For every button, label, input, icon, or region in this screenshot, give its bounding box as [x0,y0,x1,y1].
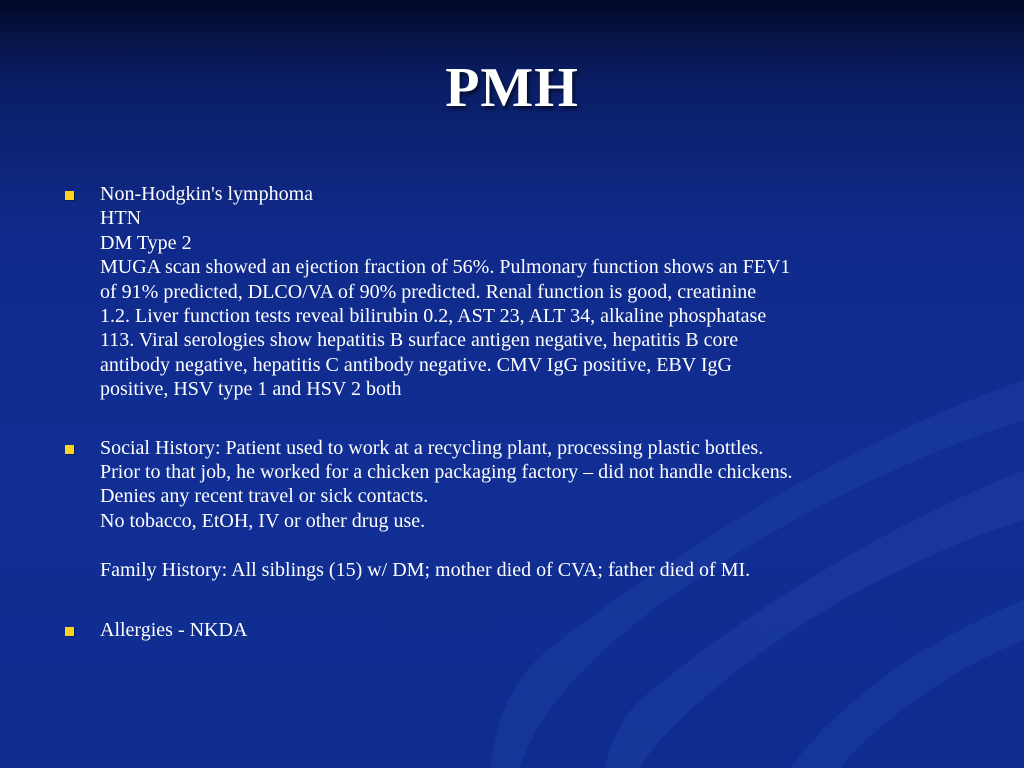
bullet-text-line: Prior to that job, he worked for a chicken packaging factory – did not handle chickens. [100,461,793,484]
bullet-text-line: Denies any recent travel or sick contacts. [100,485,429,508]
bullet-text-line: antibody negative, hepatitis C antibody negative. CMV IgG positive, EBV IgG [100,353,732,376]
bullet-text-line: positive, HSV type 1 and HSV 2 both [100,378,402,401]
bullet-text-line: HTN [100,207,142,230]
bullet-text-line: Family History: All siblings (15) w/ DM; mother died of CVA; father died of MI. [100,558,751,581]
slide-title: PMH [445,57,579,119]
bullet-text-line: Social History: Patient used to work at a recycling plant, processing plastic bottles. [100,436,764,459]
bullet-text-line: 1.2. Liver function tests reveal bilirubin 0.2, AST 23, ALT 34, alkaline phosphatase [100,305,767,328]
bullet-item-allergies [60,618,970,642]
square-bullet-icon [65,191,74,200]
bullet-text-line: MUGA scan showed an ejection fraction of 56%. Pulmonary function shows an FEV1 [100,256,791,279]
bullet-item-pmh [60,182,970,402]
square-bullet-icon [65,627,74,636]
bullet-text-line: Non-Hodgkin's lymphoma [100,183,314,205]
bullet-item-social-history [60,436,970,582]
bullet-text-line: No tobacco, EtOH, IV or other drug use. [100,509,426,532]
bullet-text-line: of 91% predicted, DLCO/VA of 90% predicted. Renal function is good, creatinine [100,280,757,303]
slide-content [60,182,970,642]
bullet-blank-line [100,533,970,557]
bullet-text-line: Allergies - NKDA [100,619,248,642]
bullet-text-line: 113. Viral serologies show hepatitis B surface antigen negative, hepatitis B core [100,329,739,352]
bullet-text-line: DM Type 2 [100,231,192,254]
square-bullet-icon [65,445,74,454]
